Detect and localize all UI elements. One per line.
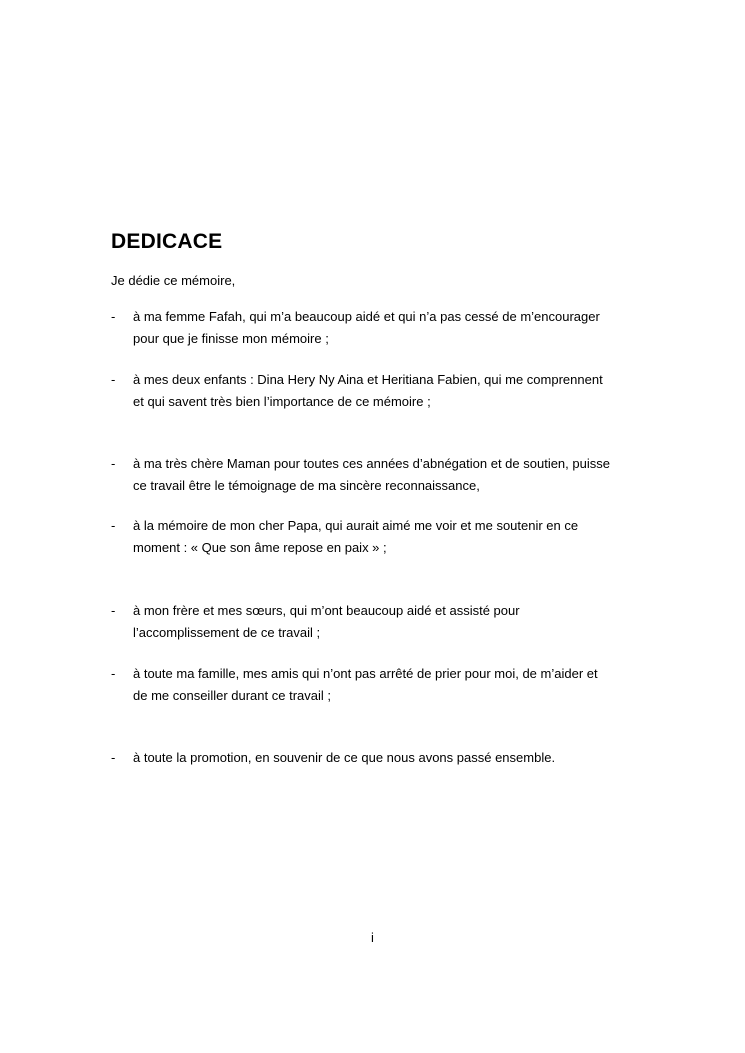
dedication-item <box>111 663 651 707</box>
dedication-item <box>111 453 651 497</box>
bullet-dash: - <box>111 456 116 471</box>
dedication-text: à toute la promotion, en souvenir de ce que nous avons passé ensemble. <box>133 750 556 765</box>
dedication-text: à la mémoire de mon cher Papa, qui aurait aimé me voir et me soutenir en ce moment : « Que son âme repose en paix » ; <box>133 518 579 555</box>
page-title: DEDICACE <box>111 230 223 253</box>
bullet-dash: - <box>111 666 116 681</box>
dedication-text: à mon frère et mes sœurs, qui m’ont beaucoup aidé et assisté pour l’accomplissement de ce travail ; <box>133 603 520 640</box>
dedication-text: à toute ma famille, mes amis qui n’ont pas arrêté de prier pour moi, de m’aider et de me conseiller durant ce travail ; <box>133 666 598 703</box>
bullet-dash: - <box>111 603 116 618</box>
dedication-item <box>111 600 651 644</box>
bullet-dash: - <box>111 372 116 387</box>
dedication-text: à mes deux enfants : Dina Hery Ny Aina et Heritiana Fabien, qui me comprennent et qui savent très bien l’importance de ce mémoire ; <box>133 372 603 409</box>
dedication-item <box>111 747 651 769</box>
dedication-text: à ma très chère Maman pour toutes ces années d’abnégation et de soutien, puisse ce travail être le témoignage de ma sincère reconnaissance, <box>133 456 610 493</box>
dedication-item <box>111 306 651 350</box>
dedication-text: à ma femme Fafah, qui m’a beaucoup aidé et qui n’a pas cessé de m’encourager pour que je finisse mon mémoire ; <box>133 309 600 346</box>
bullet-dash: - <box>111 750 116 765</box>
dedication-item <box>111 515 651 559</box>
dedication-item <box>111 369 651 413</box>
bullet-dash: - <box>111 309 116 324</box>
intro-text: Je dédie ce mémoire, <box>111 273 236 288</box>
page-number: i <box>371 930 374 945</box>
bullet-dash: - <box>111 518 116 533</box>
